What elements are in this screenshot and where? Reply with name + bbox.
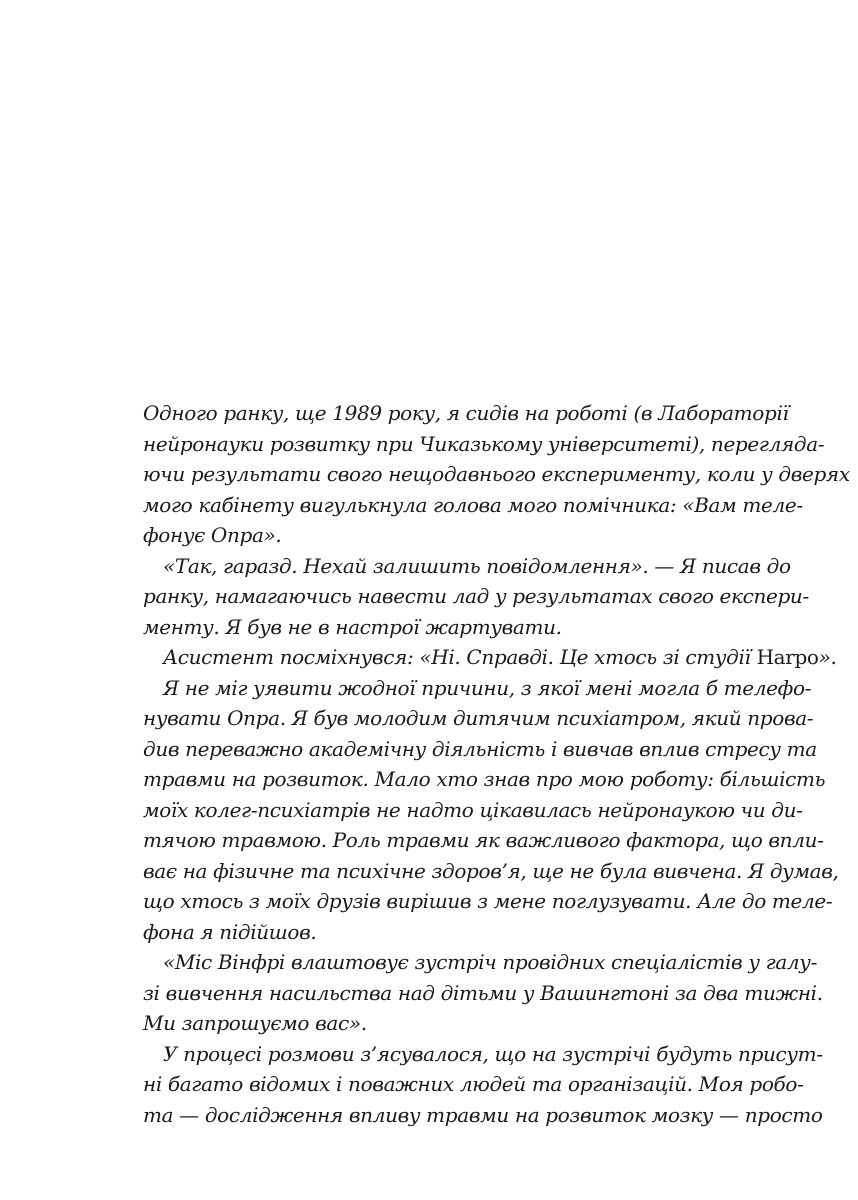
- text-line-content: травми на розвиток. Мало хто знав про мою роботу: більшість: [143, 767, 826, 791]
- text-line: [143, 886, 833, 917]
- text-line-content: див переважно академічну діяльність і вивчав вплив стресу та: [143, 736, 817, 761]
- text-line-content: тячою травмою. Роль травми як важливого фактора, що впли-: [143, 828, 824, 852]
- text-line: [143, 673, 812, 704]
- body-text: [143, 398, 850, 1130]
- text-line-content: моїх колег-психіатрів не надто цікавилась нейронаукою чи ди-: [143, 797, 803, 822]
- text-line-content: нувати Опра. Я був молодим дитячим психіатром, який прова-: [143, 706, 814, 730]
- text-line: [143, 856, 839, 887]
- text-line-content: менту. Я був не в настрої жартувати.: [143, 614, 562, 639]
- studio-name: Harpo: [756, 645, 819, 669]
- text-line: [143, 429, 825, 460]
- text-line: [143, 612, 768, 643]
- text-line: [143, 1100, 823, 1131]
- text-line: [143, 947, 817, 978]
- text-line-content: фона я підійшов.: [143, 919, 317, 944]
- text-line-content: Ми запрошуємо вас».: [143, 1011, 367, 1035]
- text-line-content: ні багато відомих і поважних людей та організацій. Моя робо-: [143, 1072, 804, 1096]
- text-line: [143, 917, 768, 948]
- text-line: [143, 551, 791, 582]
- text-line-content: «Міс Вінфрі влаштовує зустріч провідних спеціалістів у галу-: [163, 950, 817, 974]
- text-line-content: ває на фізичне та психічне здоров’я, ще не була вивчена. Я думав,: [143, 858, 839, 883]
- text-line: [143, 1039, 823, 1070]
- text-line-content: Я не міг уявити жодної причини, з якої мені могла б телефо-: [163, 675, 812, 700]
- text-line: [143, 581, 809, 612]
- text-line-tail: ».: [818, 645, 837, 669]
- text-line-content: нейронауки розвитку при Чиказькому університеті), перегляда-: [143, 431, 825, 456]
- text-line: [143, 1008, 768, 1039]
- text-line-content: Асистент посміхнувся: «Ні. Справді. Це хтось зі студії: [163, 645, 757, 669]
- text-line: [143, 520, 768, 551]
- text-line-content: ючи результати свого нещодавнього експерименту, коли у дверях: [143, 462, 850, 486]
- text-line-content: мого кабінету вигулькнула голова мого помічника: «Вам теле-: [143, 492, 803, 517]
- text-line-content: зі вивчення насильства над дітьми у Вашингтоні за два тижні.: [143, 980, 823, 1005]
- text-line: [143, 764, 826, 795]
- text-line-content: та — дослідження впливу травми на розвиток мозку — просто: [143, 1102, 823, 1127]
- text-line-content: що хтось з моїх друзів вирішив з мене поглузувати. Але до теле-: [143, 889, 833, 913]
- text-line-content: ранку, намагаючись навести лад у результатах свого експери-: [143, 584, 809, 608]
- text-line: [143, 703, 814, 734]
- text-line: [143, 795, 803, 826]
- text-line: [143, 459, 850, 490]
- text-line-content: «Так, гаразд. Нехай залишить повідомлення». — Я писав до: [163, 553, 791, 578]
- text-line: [143, 398, 789, 429]
- text-line-content: Одного ранку, ще 1989 року, я сидів на роботі (в Лабораторії: [143, 401, 789, 425]
- text-line: [143, 978, 823, 1009]
- text-line: [143, 825, 824, 856]
- text-line: [143, 642, 837, 673]
- text-line: [143, 1069, 804, 1100]
- text-line: [143, 734, 817, 765]
- text-line-content: У процесі розмови з’ясувалося, що на зустрічі будуть присут-: [163, 1041, 823, 1066]
- text-line: [143, 490, 803, 521]
- text-line-content: фонує Опра».: [143, 523, 282, 547]
